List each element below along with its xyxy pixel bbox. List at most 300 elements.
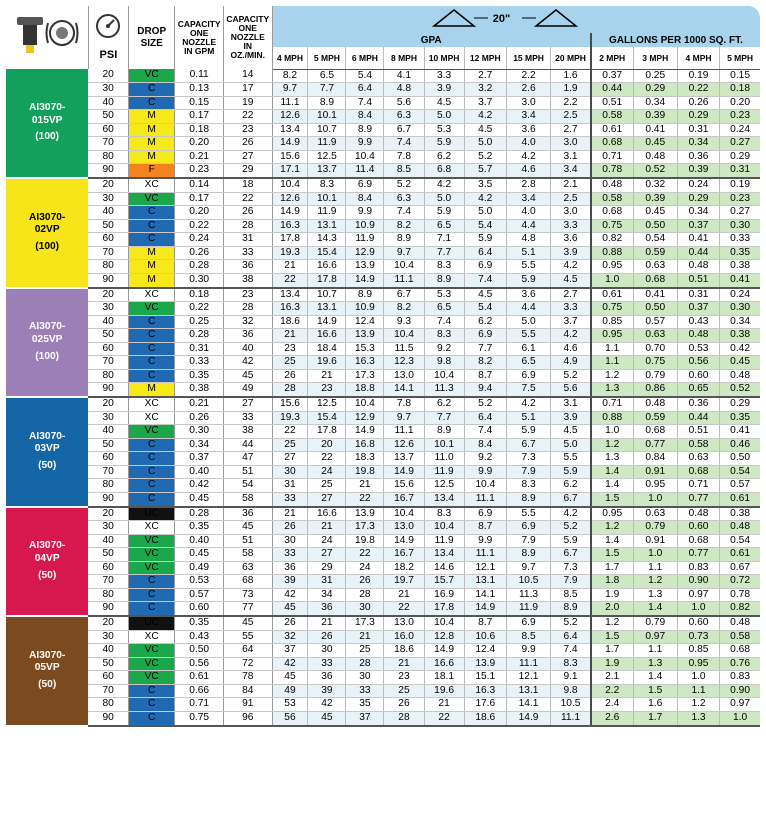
capacity-oz-value: 58 — [223, 492, 272, 506]
gallons-value: 0.34 — [720, 315, 760, 329]
gpa-value: 24 — [308, 465, 346, 479]
capacity-gpm-value: 0.17 — [175, 110, 224, 124]
gpa-value: 27 — [308, 492, 346, 506]
capacity-oz-value: 51 — [223, 534, 272, 548]
table-row — [6, 452, 760, 466]
gpa-value: 25 — [346, 644, 384, 658]
capacity-gpm-value: 0.17 — [175, 192, 224, 206]
drop-size-badge: C — [128, 329, 174, 343]
gpa-value: 15.6 — [272, 150, 308, 164]
table-row — [6, 411, 760, 425]
gpa-value: 14.9 — [464, 602, 506, 616]
drop-size-badge: C — [128, 588, 174, 602]
gallons-value: 1.7 — [591, 561, 633, 575]
capacity-gpm-value: 0.42 — [175, 479, 224, 493]
gpa-value: 4.5 — [551, 273, 591, 287]
drop-size-badge: VC — [128, 644, 174, 658]
cap-oz-line-1: CAPACITY — [226, 14, 270, 24]
gpa-value: 10.4 — [424, 616, 464, 630]
gpa-value: 26 — [272, 616, 308, 630]
capacity-gpm-value: 0.13 — [175, 83, 224, 97]
gpa-value: 6.9 — [464, 507, 506, 521]
gallons-value: 0.48 — [633, 397, 677, 411]
gallons-value: 0.24 — [720, 123, 760, 137]
gpa-value: 37 — [272, 644, 308, 658]
gpa-value: 10.7 — [308, 288, 346, 302]
gallons-value: 0.48 — [677, 329, 719, 343]
drop-size-badge: VC — [128, 425, 174, 439]
gpa-value: 9.2 — [464, 452, 506, 466]
gpa-value: 7.7 — [424, 411, 464, 425]
gallons-value: 0.75 — [591, 219, 633, 233]
capacity-gpm-value: 0.53 — [175, 575, 224, 589]
gpa-value: 15.4 — [308, 246, 346, 260]
psi-value: 60 — [88, 671, 128, 685]
model-label-line: AI3070- — [29, 102, 66, 114]
capacity-oz-value: 54 — [223, 479, 272, 493]
gallons-value: 0.70 — [633, 342, 677, 356]
capacity-oz-value: 14 — [223, 69, 272, 83]
gpa-value: 2.6 — [506, 83, 550, 97]
gallons-value: 0.41 — [633, 123, 677, 137]
gpa-value: 16.6 — [424, 657, 464, 671]
capacity-oz-value: 47 — [223, 452, 272, 466]
cap-oz-line-2: ONE — [238, 23, 257, 33]
gpa-value: 22 — [346, 548, 384, 562]
gpa-value: 4.2 — [551, 329, 591, 343]
model-label-line: (100) — [35, 131, 60, 143]
capacity-oz-header — [223, 6, 272, 69]
drop-size-badge: C — [128, 698, 174, 712]
gallons-value: 0.48 — [677, 260, 719, 274]
gpa-value: 6.7 — [506, 438, 550, 452]
gallons-value: 0.48 — [720, 616, 760, 630]
gpa-value: 3.0 — [506, 96, 550, 110]
table-row — [6, 479, 760, 493]
gpa-value: 2.7 — [551, 123, 591, 137]
gpa-value: 6.2 — [424, 397, 464, 411]
gpa-value: 27 — [272, 452, 308, 466]
gpa-value: 28 — [384, 711, 424, 725]
gpa-value: 5.7 — [464, 164, 506, 178]
gpa-value: 6.7 — [551, 492, 591, 506]
gallons-value: 0.95 — [591, 260, 633, 274]
gpa-value: 25 — [272, 438, 308, 452]
gpa-value: 4.9 — [551, 356, 591, 370]
gpa-value: 5.0 — [424, 192, 464, 206]
gpa-value: 14.9 — [384, 465, 424, 479]
gpa-value: 11.1 — [506, 657, 550, 671]
gpa-value: 28 — [346, 588, 384, 602]
gpa-value: 35 — [346, 698, 384, 712]
gpa-value: 5.2 — [464, 150, 506, 164]
gpa-value: 8.4 — [464, 438, 506, 452]
gallons-value: 0.41 — [720, 273, 760, 287]
gallons-value: 1.2 — [591, 369, 633, 383]
table-row — [6, 96, 760, 110]
model-label-line: (100) — [35, 241, 60, 253]
gpa-value: 42 — [272, 657, 308, 671]
capacity-oz-value: 28 — [223, 302, 272, 316]
gpa-value: 18.4 — [308, 342, 346, 356]
gpa-value: 4.4 — [506, 219, 550, 233]
capacity-gpm-value: 0.34 — [175, 438, 224, 452]
psi-value: 80 — [88, 588, 128, 602]
gallons-value: 0.68 — [591, 206, 633, 220]
capacity-gpm-value: 0.75 — [175, 711, 224, 725]
table-row — [6, 369, 760, 383]
drop-size-badge: XC — [128, 521, 174, 535]
gallons-value: 1.0 — [591, 425, 633, 439]
drop-size-badge: C — [128, 492, 174, 506]
gpa-value: 7.3 — [506, 452, 550, 466]
gallons-value: 0.58 — [591, 110, 633, 124]
capacity-gpm-value: 0.30 — [175, 425, 224, 439]
gallons-value: 2.2 — [591, 684, 633, 698]
psi-value: 50 — [88, 219, 128, 233]
gpa-speed-header: 8 MPH — [384, 47, 424, 69]
gallons-value: 1.0 — [633, 492, 677, 506]
capacity-gpm-value: 0.31 — [175, 342, 224, 356]
table-row — [6, 698, 760, 712]
capacity-oz-value: 96 — [223, 711, 272, 725]
gpa-value: 4.8 — [384, 83, 424, 97]
gpa-value: 5.5 — [551, 452, 591, 466]
table-row — [6, 383, 760, 397]
gpa-value: 19.8 — [346, 465, 384, 479]
drop-size-badge: C — [128, 233, 174, 247]
capacity-oz-value: 64 — [223, 644, 272, 658]
gpa-value: 26 — [384, 698, 424, 712]
gpa-value: 10.4 — [424, 369, 464, 383]
model-label-line: (100) — [35, 350, 60, 362]
gallons-value: 0.60 — [677, 616, 719, 630]
gallons-value: 2.1 — [591, 671, 633, 685]
capacity-oz-value: 77 — [223, 602, 272, 616]
gpa-value: 4.0 — [506, 137, 550, 151]
gpa-value: 1.9 — [551, 83, 591, 97]
gpa-value: 9.9 — [464, 465, 506, 479]
gpa-value: 5.2 — [551, 616, 591, 630]
capacity-gpm-value: 0.35 — [175, 369, 224, 383]
gpa-value: 21 — [272, 260, 308, 274]
gallons-value: 0.37 — [677, 302, 719, 316]
gpa-value: 42 — [308, 698, 346, 712]
gpa-value: 7.4 — [346, 96, 384, 110]
psi-value: 20 — [88, 507, 128, 521]
gallons-value: 0.67 — [720, 561, 760, 575]
nozzle-icon — [12, 44, 82, 61]
gallons-value: 1.2 — [591, 438, 633, 452]
drop-size-badge: M — [128, 383, 174, 397]
gallons-value: 0.48 — [591, 178, 633, 192]
psi-value: 70 — [88, 465, 128, 479]
gpa-value: 12.6 — [272, 110, 308, 124]
capacity-gpm-value: 0.60 — [175, 602, 224, 616]
psi-value: 80 — [88, 150, 128, 164]
capacity-gpm-value: 0.28 — [175, 329, 224, 343]
gpa-value: 13.1 — [506, 684, 550, 698]
gpa-value: 42 — [272, 588, 308, 602]
capacity-oz-value: 31 — [223, 233, 272, 247]
gpa-value: 12.1 — [464, 561, 506, 575]
drop-size-badge: C — [128, 575, 174, 589]
gallons-value: 0.31 — [677, 288, 719, 302]
gallons-value: 0.79 — [633, 616, 677, 630]
gallons-value: 1.4 — [633, 602, 677, 616]
gpa-value: 45 — [272, 602, 308, 616]
drop-size-badge: UC — [128, 616, 174, 630]
drop-size-badge: C — [128, 206, 174, 220]
drop-size-badge: VC — [128, 561, 174, 575]
gpa-value: 18.3 — [346, 452, 384, 466]
gallons-value: 0.45 — [633, 137, 677, 151]
gallons-speed-header: 2 MPH — [591, 47, 633, 69]
cap-gpm-line-3: NOZZLE — [182, 36, 217, 47]
gpa-value: 25 — [272, 356, 308, 370]
table-row — [6, 288, 760, 302]
capacity-gpm-value: 0.20 — [175, 206, 224, 220]
gallons-value: 0.88 — [591, 411, 633, 425]
gpa-value: 5.5 — [506, 260, 550, 274]
gallons-value: 0.90 — [720, 684, 760, 698]
gpa-value: 6.2 — [464, 315, 506, 329]
capacity-oz-value: 26 — [223, 137, 272, 151]
drop-size-badge: VC — [128, 534, 174, 548]
gpa-speed-header: 10 MPH — [424, 47, 464, 69]
capacity-gpm-value: 0.21 — [175, 397, 224, 411]
gpa-value: 8.3 — [424, 260, 464, 274]
model-label-line: AI3070- — [29, 649, 66, 661]
gpa-value: 21 — [384, 657, 424, 671]
table-row — [6, 588, 760, 602]
gpa-value: 5.4 — [346, 69, 384, 83]
gallons-value: 0.29 — [633, 83, 677, 97]
gpa-value: 6.4 — [464, 246, 506, 260]
model-label — [6, 178, 88, 288]
gpa-value: 12.5 — [308, 397, 346, 411]
gallons-value: 1.4 — [591, 534, 633, 548]
gpa-value: 14.9 — [308, 315, 346, 329]
capacity-oz-value: 78 — [223, 671, 272, 685]
gpa-value: 17.3 — [346, 521, 384, 535]
gallons-value: 0.24 — [677, 178, 719, 192]
model-label — [6, 288, 88, 398]
psi-value: 30 — [88, 630, 128, 644]
gpa-value: 6.4 — [346, 83, 384, 97]
gpa-value: 3.6 — [506, 123, 550, 137]
gallons-value: 0.44 — [677, 246, 719, 260]
gpa-value: 5.0 — [464, 137, 506, 151]
gpa-value: 7.9 — [551, 575, 591, 589]
capacity-gpm-value: 0.20 — [175, 137, 224, 151]
gauge-icon — [94, 27, 122, 44]
model-label-line: 04VP — [34, 552, 60, 564]
gpa-value: 21 — [346, 630, 384, 644]
psi-value: 50 — [88, 438, 128, 452]
psi-value: 70 — [88, 356, 128, 370]
gpa-value: 10.1 — [308, 110, 346, 124]
gpa-value: 11.1 — [464, 492, 506, 506]
gpa-value: 14.9 — [424, 644, 464, 658]
gallons-value: 0.35 — [720, 411, 760, 425]
gallons-value: 0.59 — [633, 246, 677, 260]
psi-value: 30 — [88, 83, 128, 97]
gallons-value: 2.6 — [591, 711, 633, 725]
gpa-value: 14.9 — [384, 534, 424, 548]
gpa-value: 8.3 — [506, 479, 550, 493]
gpa-value: 5.2 — [464, 397, 506, 411]
gpa-value: 8.9 — [506, 548, 550, 562]
gpa-value: 4.5 — [551, 425, 591, 439]
gpa-value: 30 — [272, 465, 308, 479]
gpa-value: 16.6 — [308, 507, 346, 521]
gallons-value: 0.30 — [720, 302, 760, 316]
nozzle-capacity-chart — [6, 6, 760, 727]
gpa-value: 11.9 — [424, 465, 464, 479]
psi-value: 40 — [88, 644, 128, 658]
gpa-value: 11.1 — [551, 711, 591, 725]
gallons-value: 0.50 — [633, 219, 677, 233]
gpa-value: 10.4 — [384, 260, 424, 274]
gpa-value: 16.6 — [308, 329, 346, 343]
drop-size-badge: VC — [128, 192, 174, 206]
gpa-value: 8.4 — [346, 192, 384, 206]
gpa-value: 14.6 — [424, 561, 464, 575]
capacity-oz-value: 22 — [223, 192, 272, 206]
gallons-value: 1.0 — [677, 602, 719, 616]
gpa-value: 8.7 — [464, 616, 506, 630]
gallons-value: 0.23 — [720, 192, 760, 206]
gallons-value: 1.8 — [591, 575, 633, 589]
gpa-value: 28 — [272, 383, 308, 397]
gpa-speed-header: 12 MPH — [464, 47, 506, 69]
gallons-value: 0.36 — [677, 397, 719, 411]
gpa-value: 53 — [272, 698, 308, 712]
model-label — [6, 616, 88, 726]
gpa-value: 39 — [272, 575, 308, 589]
gpa-value: 13.9 — [346, 507, 384, 521]
gpa-value: 10.4 — [424, 521, 464, 535]
gpa-value: 17.8 — [308, 425, 346, 439]
gpa-value: 30 — [272, 534, 308, 548]
capacity-gpm-value: 0.24 — [175, 233, 224, 247]
gallons-value: 0.35 — [720, 246, 760, 260]
table-row — [6, 246, 760, 260]
gpa-value: 26 — [272, 521, 308, 535]
gallons-value: 2.0 — [591, 602, 633, 616]
gpa-value: 5.1 — [506, 411, 550, 425]
psi-value: 50 — [88, 110, 128, 124]
capacity-gpm-value: 0.22 — [175, 302, 224, 316]
gallons-value: 0.85 — [677, 644, 719, 658]
table-row — [6, 630, 760, 644]
gpa-value: 13.4 — [272, 288, 308, 302]
gpa-value: 11.9 — [308, 206, 346, 220]
gpa-value: 15.6 — [272, 397, 308, 411]
gpa-value: 24 — [308, 534, 346, 548]
table-body — [6, 69, 760, 726]
gpa-value: 16.0 — [384, 630, 424, 644]
gallons-value: 1.0 — [677, 671, 719, 685]
capacity-gpm-value: 0.56 — [175, 657, 224, 671]
gpa-value: 4.2 — [464, 110, 506, 124]
gpa-value: 18.8 — [346, 383, 384, 397]
gpa-value: 16.6 — [308, 260, 346, 274]
gallons-value: 1.7 — [591, 644, 633, 658]
gpa-value: 2.5 — [551, 192, 591, 206]
capacity-gpm-value: 0.35 — [175, 616, 224, 630]
gpa-value: 33 — [308, 657, 346, 671]
capacity-oz-value: 84 — [223, 684, 272, 698]
gallons-value: 0.31 — [677, 123, 719, 137]
gpa-value: 19.3 — [272, 411, 308, 425]
gpa-value: 6.7 — [384, 288, 424, 302]
gpa-value: 16.3 — [346, 356, 384, 370]
psi-value: 40 — [88, 315, 128, 329]
table-row — [6, 219, 760, 233]
capacity-oz-value: 33 — [223, 246, 272, 260]
gpa-value: 16.3 — [464, 684, 506, 698]
table-row — [6, 273, 760, 287]
gpa-value: 21 — [308, 616, 346, 630]
gpa-value: 30 — [346, 602, 384, 616]
gpa-value: 39 — [308, 684, 346, 698]
capacity-oz-value: 51 — [223, 465, 272, 479]
gallons-value: 0.31 — [720, 164, 760, 178]
gpa-value: 7.7 — [464, 342, 506, 356]
psi-value: 60 — [88, 342, 128, 356]
table-row — [6, 342, 760, 356]
gpa-speed-header: 6 MPH — [346, 47, 384, 69]
gpa-value: 2.2 — [551, 96, 591, 110]
gpa-value: 13.4 — [424, 492, 464, 506]
gpa-value: 5.4 — [464, 302, 506, 316]
gallons-value: 0.75 — [591, 302, 633, 316]
capacity-oz-value: 73 — [223, 588, 272, 602]
model-label-line: 03VP — [34, 443, 60, 455]
gpa-value: 3.4 — [506, 192, 550, 206]
table-row — [6, 83, 760, 97]
gpa-value: 4.4 — [506, 302, 550, 316]
table-row — [6, 684, 760, 698]
gpa-value: 8.7 — [464, 369, 506, 383]
table-row — [6, 110, 760, 124]
gallons-value: 0.39 — [633, 192, 677, 206]
nozzle-icon-cell — [6, 6, 88, 69]
gpa-value: 12.3 — [384, 356, 424, 370]
psi-value: 20 — [88, 69, 128, 83]
gpa-value: 13.0 — [384, 521, 424, 535]
psi-value: 60 — [88, 561, 128, 575]
psi-value: 80 — [88, 479, 128, 493]
gpa-value: 4.6 — [506, 164, 550, 178]
capacity-gpm-value: 0.14 — [175, 178, 224, 192]
gpa-value: 11.1 — [272, 96, 308, 110]
gpa-value: 10.5 — [506, 575, 550, 589]
gallons-value: 0.63 — [633, 329, 677, 343]
gallons-value: 0.52 — [720, 383, 760, 397]
gallons-value: 0.44 — [677, 411, 719, 425]
gpa-speed-header: 4 MPH — [272, 47, 308, 69]
capacity-gpm-value: 0.45 — [175, 548, 224, 562]
gpa-value: 3.4 — [506, 110, 550, 124]
capacity-oz-value: 36 — [223, 507, 272, 521]
table-row — [6, 644, 760, 658]
table-row — [6, 602, 760, 616]
gpa-value: 22 — [272, 425, 308, 439]
gpa-value: 7.5 — [506, 383, 550, 397]
